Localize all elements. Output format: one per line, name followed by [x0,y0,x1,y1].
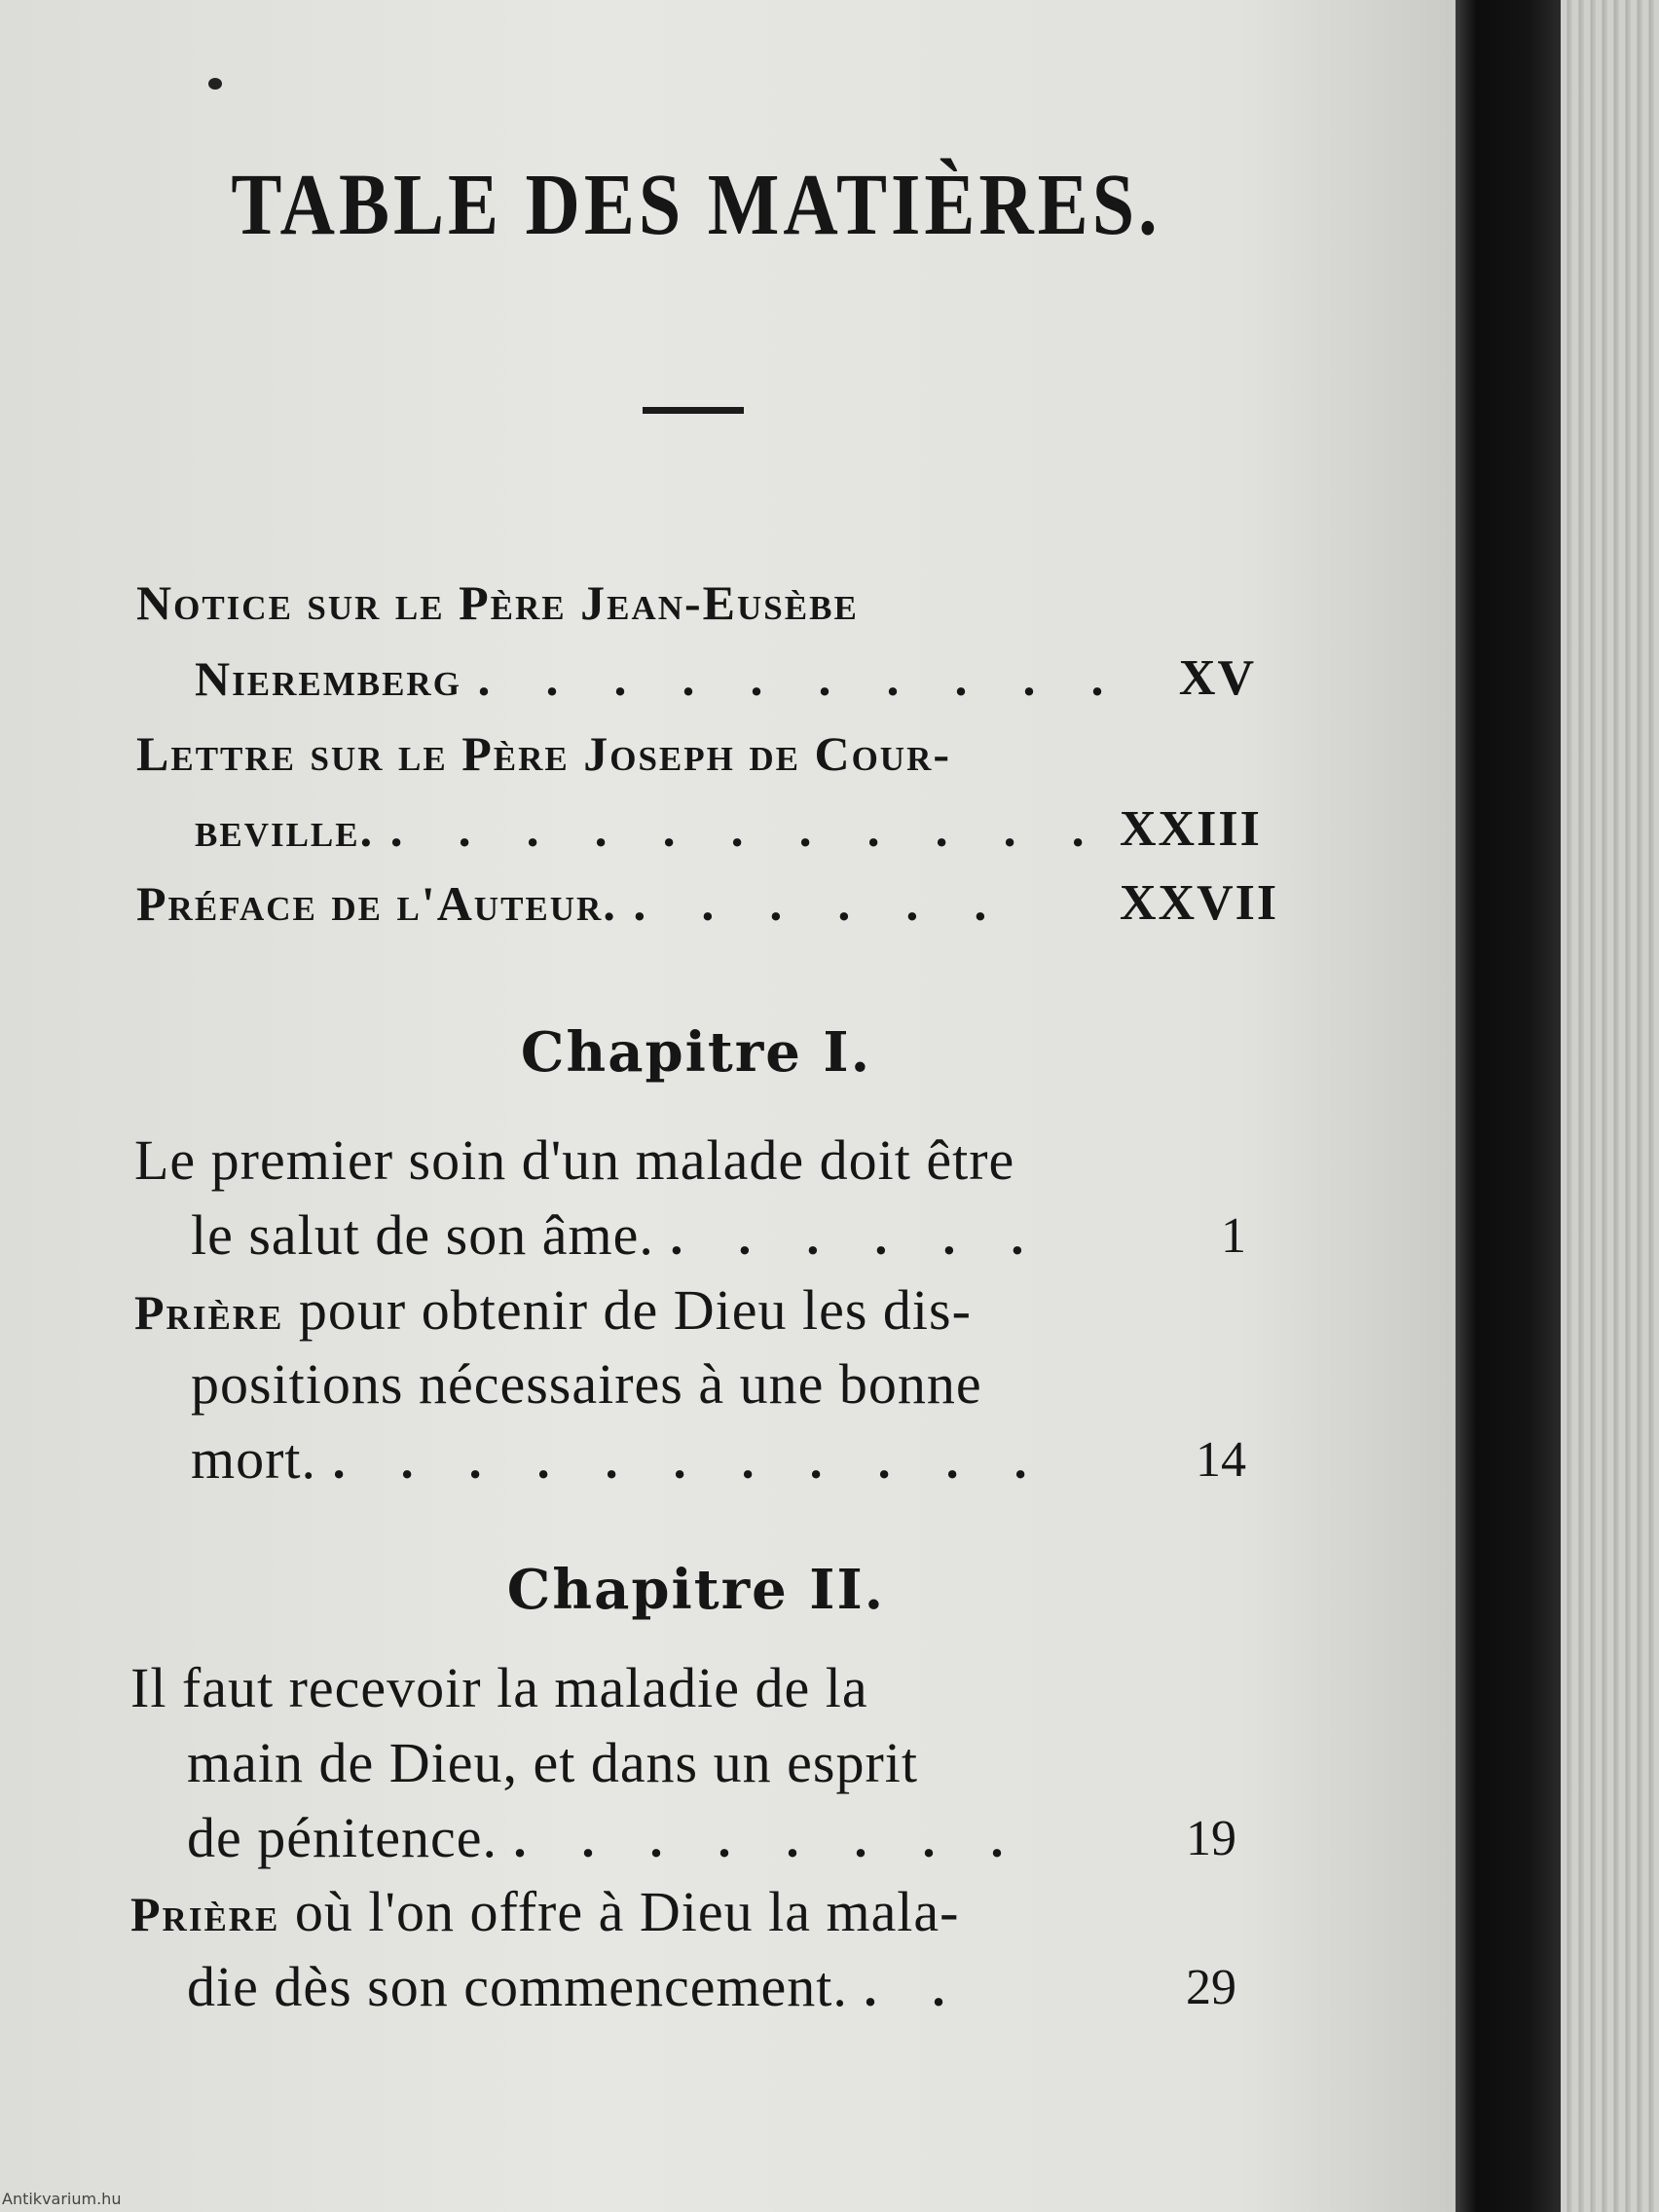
toc-entry-line: Le premier soin d'un malade doit être [134,1128,1015,1192]
toc-entry-line: positions nécessaires à une bonne [191,1352,982,1416]
toc-entry-line [134,1277,972,1343]
page-number: 1 [1221,1208,1246,1264]
leader-dots: . . . . . . [670,1210,1046,1266]
leader-dots: . . . . . . . . . . [477,651,1125,707]
toc-entry-line [191,1202,1045,1268]
toc-lettre-line1: Lettre sur le Père Joseph de Cour- [136,726,952,781]
toc-notice-line1: Notice sur le Père Jean-Eusèbe [136,575,859,630]
page-edges [1561,0,1659,2212]
toc-preface [136,874,1008,933]
toc-entry-text: le salut de son âme. [191,1203,654,1267]
toc-entry-text: pour obtenir de Dieu les dis- [283,1278,972,1342]
toc-notice-name: Nieremberg [195,651,461,706]
leader-dots: . . . . . . [633,876,1009,932]
leader-dots: . . [864,1962,967,2017]
page-number: XV [1178,650,1256,706]
toc-entry-line [130,1879,959,1944]
leader-dots: . . . . . . . . [513,1813,1025,1868]
toc-entry-text: die dès son commencement. [187,1955,848,2018]
toc-entry-line [187,1805,1024,1870]
chapter-heading: Chapitre II. [506,1558,886,1622]
page-number: XXVII [1120,875,1279,931]
chapter-heading: Chapitre I. [520,1020,872,1085]
page-number: 14 [1196,1432,1246,1488]
watermark: Antikvarium.hu [2,2190,122,2208]
toc-entry-line: Il faut recevoir la maladie de la [130,1656,868,1719]
leader-dots: . . . . . . . . . . . [332,1434,1049,1490]
page-title: TABLE DES MATIÈRES. [231,155,1161,253]
ink-speck [208,78,222,90]
priere-label: Prière [130,1887,280,1941]
page-number: 19 [1186,1811,1236,1866]
toc-entry-text: mort. [191,1427,317,1491]
book-spine [1456,0,1561,2212]
toc-entry-line [187,1954,966,2019]
toc-entry-text: où l'on offre à Dieu la mala- [279,1880,960,1943]
page-number: 29 [1186,1960,1236,2015]
leader-dots: . . . . . . . . . . . [389,802,1106,858]
toc-entry-line [191,1426,1049,1492]
toc-preface-label: Préface de l'Auteur. [136,876,617,931]
toc-lettre-line2 [195,800,1106,859]
toc-entry-line: main de Dieu, et dans un esprit [187,1731,918,1794]
toc-notice-line2 [195,649,1124,708]
priere-label: Prière [134,1285,284,1340]
title-rule [643,407,744,414]
toc-lettre-name: beville. [195,802,375,857]
toc-entry-text: de pénitence. [187,1806,498,1869]
page-number: XXIII [1120,801,1262,857]
